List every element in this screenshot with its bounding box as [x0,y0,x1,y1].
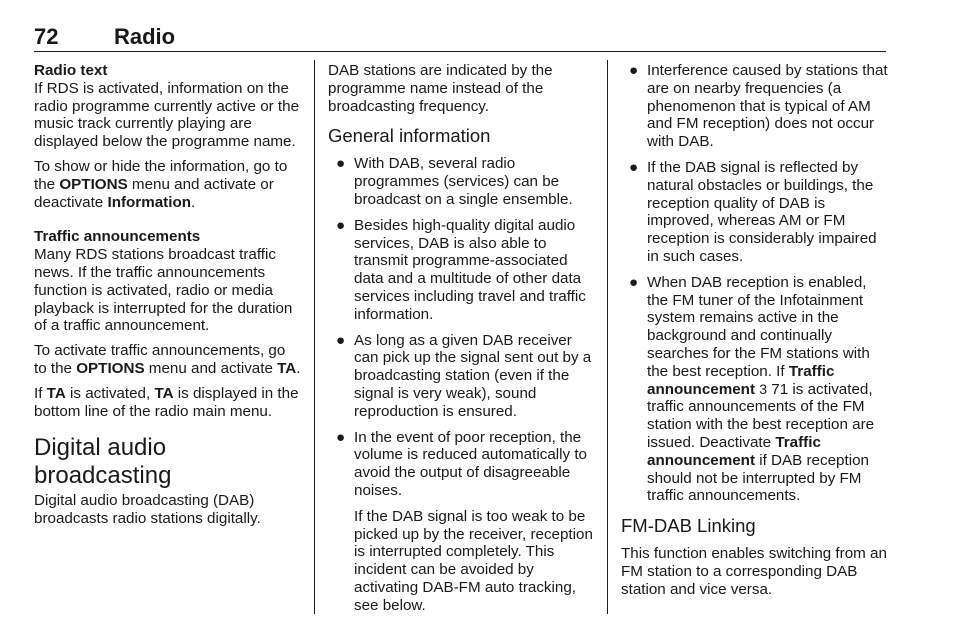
page-number: 72 [34,24,59,49]
list-item: ● Interference caused by stations that are on nearby frequencies (a phenomenon that is typical of AM and FM reception) does not occur with DAB. [629,62,888,151]
bullet-icon: ● [336,331,346,349]
column-3 [621,62,889,606]
fm-dab-linking-paragraph: This function enables switching from an FM station to a corresponding DAB station and vice versa. [621,545,887,598]
list-item: ● If the DAB signal is reflected by natural obstacles or buildings, the reception quality of DAB is improved, whereas AM or FM reception is considerably impaired in such cases. [629,158,877,265]
list-item: ● As long as a given DAB receiver can pick up the signal sent out by a broadcasting station (even if the signal is very weak), sound reproduction is ensured. [336,331,592,420]
column-1 [34,62,302,535]
bullet-icon: ● [629,273,639,291]
list-item: ● Besides high-quality digital audio services, DAB is also able to transmit programme-associated data and a multitude of other data services including travel and traffic information. [336,216,586,323]
dab-benefits-list [621,62,889,505]
ta-display-paragraph: If TA is activated, TA is displayed in the bottom line of the radio main menu. [34,384,299,420]
dab-stations-paragraph: DAB stations are indicated by the programme name instead of the broadcasting frequency. [328,62,553,115]
page-reference-arrow-icon: 3 [759,380,768,397]
section-title: Radio [114,24,176,49]
traffic-announcement-term: Traffic announcement [647,362,835,398]
general-info-list [328,155,596,499]
header-rule [34,51,886,52]
dab-intro-paragraph: Digital audio broadcasting (DAB) broadcasts radio stations digitally. [34,492,261,528]
weak-signal-paragraph: If the DAB signal is too weak to be picked up by the receiver, reception is interrupted completely. This incident can be avoided by activating DAB-FM auto tracking, see below. [354,507,593,614]
list-item: ● In the event of poor reception, the volume is reduced automatically to avoid the output of disagreeable noises. [336,428,587,499]
ta-term: TA [277,359,297,377]
ta-term: TA [46,384,66,402]
bullet-icon: ● [629,62,639,79]
bullet-icon: ● [336,428,346,446]
bullet-icon: ● [336,216,346,234]
column-2 [328,62,596,622]
radio-text-paragraph: If RDS is activated, information on the radio programme currently active or the music track currently playing are displayed below the programme name. [34,79,300,151]
column-divider [314,60,315,614]
fm-dab-linking-heading: FM-DAB Linking [621,515,756,537]
traffic-heading: Traffic announcements [34,228,201,246]
options-menu-term: OPTIONS [59,175,128,193]
column-divider [607,60,608,614]
list-item: ● When DAB reception is enabled, the FM tuner of the Infotainment system remains active in the background and continually searches for the FM stations with the best reception. If Traffic announcement 3 71 is activated, traffic announcements of the FM station with the best reception are issued. Deactivate Traffic announcement if DAB reception should not be interrupted by FM traffic announcements. [629,273,875,505]
ta-term: TA [154,384,174,402]
options-menu-term: OPTIONS [76,359,145,377]
traffic-activate-paragraph: To activate traffic announcements, go to the OPTIONS menu and activate TA. [34,342,301,377]
radio-text-options-paragraph: To show or hide the information, go to the OPTIONS menu and activate or deactivate Information. [34,157,288,211]
traffic-paragraph: Many RDS stations broadcast traffic news. If the traffic announcements function is activated, radio or media playback is interrupted for the duration of a traffic announcement. [34,246,293,335]
information-term: Information [107,193,191,211]
general-information-heading: General information [328,125,491,147]
page-header [34,24,886,52]
radio-text-heading: Radio text [34,62,108,79]
bullet-icon: ● [336,155,346,173]
traffic-announcement-term: Traffic announcement [647,433,821,469]
list-item: ● With DAB, several radio programmes (services) can be broadcast on a single ensemble. [336,155,573,208]
dab-section-heading: Digital audio broadcasting [34,434,172,490]
bullet-icon: ● [629,158,639,176]
